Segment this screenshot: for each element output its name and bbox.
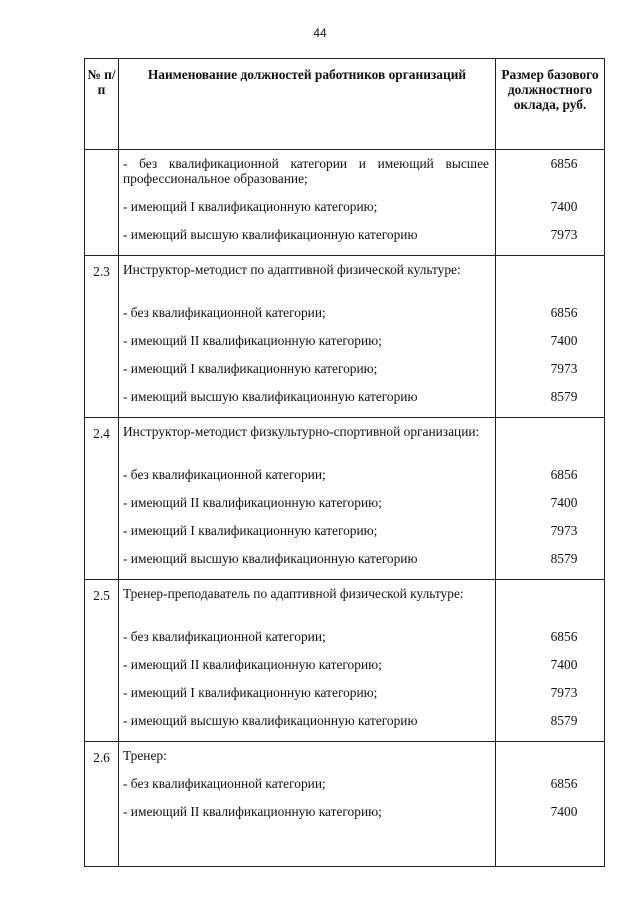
row-number: 2.6 — [85, 742, 119, 867]
salary-value: 8579 — [550, 713, 578, 728]
position-cell — [119, 418, 496, 580]
row-number — [85, 150, 119, 256]
list-item: - имеющий II квалификационную категорию; — [123, 333, 382, 348]
salary-cell — [496, 256, 605, 418]
header-base-salary: Размер базового должностного оклада, руб. — [496, 59, 605, 150]
salary-value: 7973 — [550, 685, 578, 700]
page-number: 44 — [313, 26, 327, 40]
list-item: - без квалификационной категории; — [123, 776, 326, 791]
salary-cell — [496, 580, 605, 742]
salary-value: 7973 — [550, 227, 578, 242]
header-number: № п/п — [85, 59, 119, 150]
list-item: - имеющий II квалификационную категорию; — [123, 657, 382, 672]
table-row — [85, 150, 605, 256]
position-title: Инструктор-методист физкультурно-спортивной организации: — [123, 424, 480, 439]
list-item: - имеющий I квалификационную категорию; — [123, 685, 378, 700]
salary-value: 8579 — [550, 551, 578, 566]
table-row — [85, 580, 605, 742]
position-title: Тренер: — [123, 748, 167, 763]
list-item: - имеющий высшую квалификационную категорию — [123, 551, 418, 566]
list-item: - без квалификационной категории; — [123, 629, 326, 644]
list-item: - имеющий I квалификационную категорию; — [123, 361, 378, 376]
row-number: 2.5 — [85, 580, 119, 742]
salary-value: 7400 — [550, 333, 578, 348]
salary-value: 6856 — [550, 776, 578, 791]
salary-value: 6856 — [550, 305, 578, 320]
salary-value: 6856 — [550, 467, 578, 482]
position-cell — [119, 742, 496, 867]
salary-cell — [496, 150, 605, 256]
position-title: Инструктор-методист по адаптивной физической культуре: — [123, 262, 461, 277]
salary-cell — [496, 418, 605, 580]
salary-value: 7973 — [550, 523, 578, 538]
salary-value: 7400 — [550, 495, 578, 510]
list-item: - без квалификационной категории; — [123, 305, 326, 320]
position-cell — [119, 150, 496, 256]
list-item: - имеющий I квалификационную категорию; — [123, 523, 378, 538]
table-header-row — [85, 59, 605, 150]
table-row — [85, 418, 605, 580]
salary-value: 7400 — [550, 657, 578, 672]
salary-value: 6856 — [550, 629, 578, 644]
position-cell — [119, 256, 496, 418]
list-item: - имеющий высшую квалификационную категорию — [123, 713, 418, 728]
list-item: - имеющий II квалификационную категорию; — [123, 804, 382, 819]
list-item: - без квалификационной категории и имеющий высшее профессиональное образование; — [123, 156, 489, 186]
salary-value: 8579 — [550, 389, 578, 404]
table-row — [85, 256, 605, 418]
salary-cell — [496, 742, 605, 867]
salary-value: 6856 — [550, 156, 578, 171]
list-item: - имеющий высшую квалификационную категорию — [123, 389, 418, 404]
list-item: - без квалификационной категории; — [123, 467, 326, 482]
list-item: - имеющий I квалификационную категорию; — [123, 199, 378, 214]
position-cell — [119, 580, 496, 742]
list-item: - имеющий II квалификационную категорию; — [123, 495, 382, 510]
table-row — [85, 742, 605, 867]
salary-value: 7400 — [550, 804, 578, 819]
list-item: - имеющий высшую квалификационную категорию — [123, 227, 418, 242]
row-number: 2.3 — [85, 256, 119, 418]
position-title: Тренер-преподаватель по адаптивной физической культуре: — [123, 586, 464, 601]
salary-value: 7973 — [550, 361, 578, 376]
salary-table — [84, 58, 605, 867]
header-position-name: Наименование должностей работников организаций — [119, 59, 496, 150]
salary-value: 7400 — [550, 199, 578, 214]
row-number: 2.4 — [85, 418, 119, 580]
